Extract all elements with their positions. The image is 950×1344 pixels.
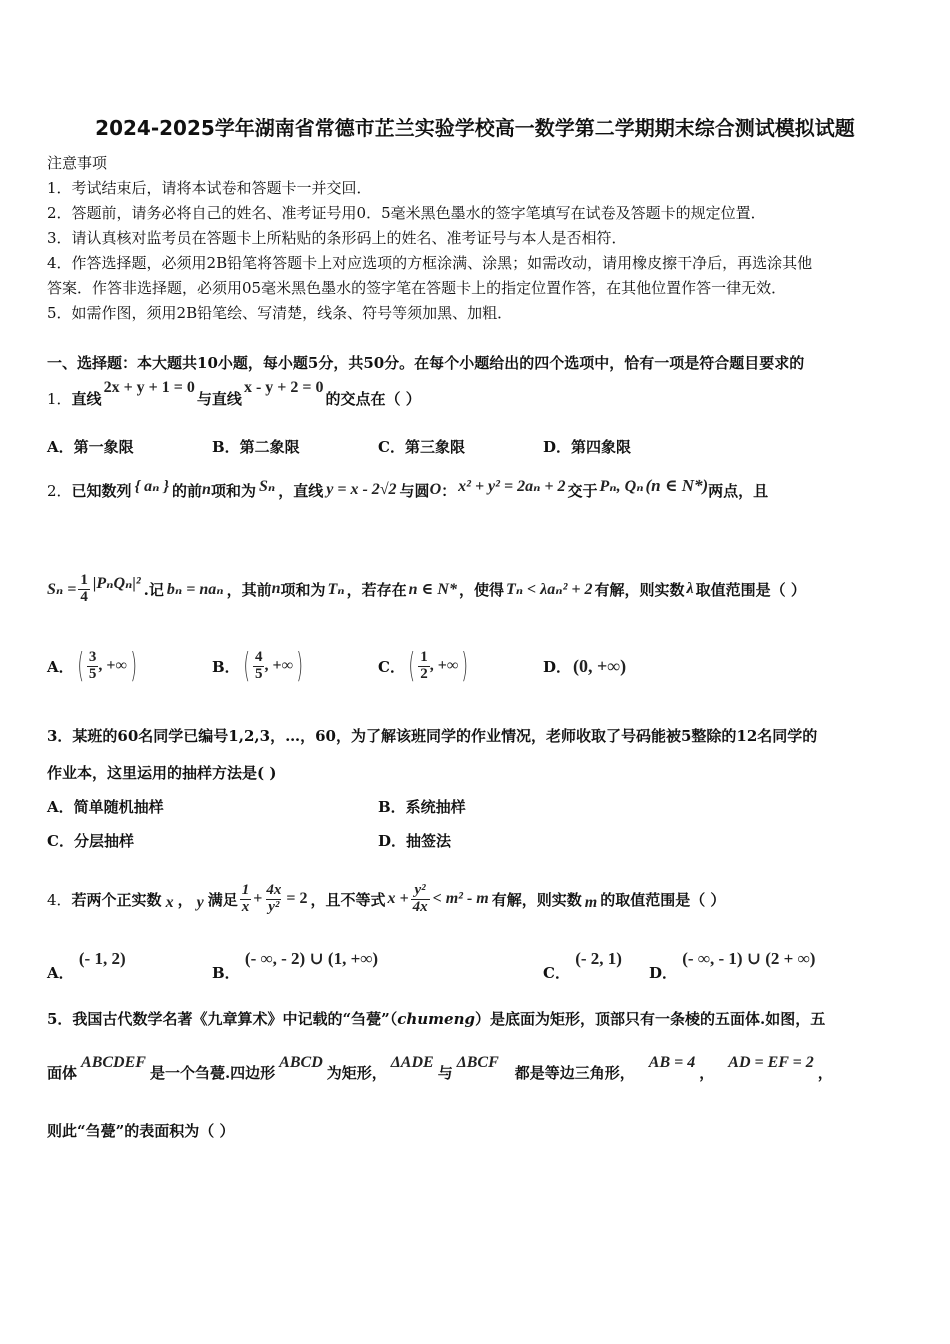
- q4-text-5: 的取值范围是（ ）: [600, 890, 726, 909]
- q2-option-c-numerator: 1: [420, 648, 428, 665]
- q2-condition: (n ∈ N*): [645, 476, 709, 495]
- q2-quarter-fraction: [78, 573, 90, 606]
- q4-fraction-1-denominator: x: [241, 898, 250, 915]
- notice-item-6: 5．如需作图，须用2B铅笔绘、写清楚，线条、符号等须加黑、加粗．: [47, 304, 513, 322]
- q5-l2-a: 面体: [47, 1063, 78, 1082]
- q4-option-b-value: (- ∞, - 2) ∪ (1, +∞): [244, 949, 379, 968]
- q4-fraction-1-numerator: 1: [241, 881, 250, 898]
- q2-var-n: n: [202, 481, 211, 498]
- q4-ineq-left: x +: [387, 890, 409, 907]
- q2-colon: ：: [441, 481, 457, 500]
- q2-option-d-value: (0, +∞): [573, 655, 627, 676]
- q2-l2-text-4: ，若存在: [346, 580, 407, 599]
- q4-option-c-value: (- 2, 1): [575, 949, 622, 968]
- q1-line-eq-1: 2x + y + 1 = 0: [103, 379, 195, 396]
- q2-sequence: { aₙ }: [134, 478, 170, 495]
- q5-ab-length: AB = 4: [648, 1054, 696, 1071]
- q4-text-4: 有解，则实数: [491, 890, 582, 909]
- notice-item-4: 4．作答选择题，必须用2B铅笔将答题卡上对应选项的方框涂满、涂黑；如需改动，请用橡皮擦干净后，再选涂其他: [47, 254, 813, 272]
- q1-number: 1．: [47, 389, 72, 408]
- q2-line-eq: y = x - 2√2: [326, 481, 397, 498]
- q4-fraction-3-numerator: y²: [414, 881, 426, 898]
- q2-sn-label: Sₙ =: [47, 581, 77, 598]
- q2-chord-squared: |PₙQₙ|²: [92, 575, 141, 592]
- notice-item-2: 2．答题前，请务必将自己的姓名、准考证号用0．5毫米黑色墨水的签字笔填写在试卷及答题卡的规定位置．: [47, 204, 766, 222]
- q5-line-1: [47, 1008, 825, 1029]
- q2-l2-n: n: [271, 580, 281, 597]
- q2-points: Pₙ, Qₙ: [599, 478, 644, 495]
- q5-line-1-b: ）是底面为矩形，顶部只有一条棱的五面体.如图，五: [474, 1010, 826, 1028]
- q5-l2-b: 是一个刍甍.四边形: [149, 1063, 276, 1082]
- q4-option-c-label: C．: [543, 964, 570, 982]
- q2-option-b-label: B．: [212, 657, 240, 676]
- q5-l2-g: ，: [817, 1063, 833, 1082]
- q2-option-b: [212, 638, 306, 694]
- q4-var-x: x: [165, 894, 174, 911]
- q3-line-1: 3．某班的60名同学已编号1,2,3，…，60，为了解该班同学的作业情况，老师收取了号码能被5整除的12名同学的: [47, 727, 818, 745]
- q1-option-b: B．第二象限: [212, 438, 300, 456]
- q2-text-6: 交于: [567, 481, 598, 500]
- q2-option-c-fraction: [418, 650, 430, 683]
- q2-option-c-label: C．: [378, 657, 405, 676]
- q2-text-3: 项和为: [210, 481, 256, 500]
- q4-equals: = 2: [286, 890, 308, 907]
- q5-l2-e: 都是等边三角形，: [514, 1063, 635, 1082]
- q2-l2-condition: n ∈ N*: [408, 581, 457, 598]
- q4-option-d-label: D．: [649, 964, 678, 982]
- q4-var-y: y: [196, 894, 204, 911]
- q1-text-2: 与直线: [196, 389, 242, 408]
- q2-text-1: 已知数列: [71, 481, 132, 500]
- q2-option-c-tail: , +∞: [429, 657, 459, 674]
- q4-ineq-right: < m² - m: [432, 890, 489, 907]
- q2-option-c-denominator: 2: [420, 665, 428, 682]
- q2-option-a-close: ): [130, 646, 137, 686]
- notice-item-3: 3．请认真核对监考员在答题卡上所粘贴的条形码上的姓名、准考证号与本人是否相符．: [47, 229, 627, 247]
- section-heading: 一、选择题：本大题共10小题，每小题5分，共50分。在每个小题给出的四个选项中，恰有一项是符合题目要求的: [47, 354, 805, 372]
- q2-option-a: [47, 638, 140, 694]
- q2-option-c: [378, 638, 472, 694]
- q2-option-b-denominator: 5: [254, 665, 263, 682]
- q4-plus: +: [253, 890, 263, 907]
- q4-text-2: 满足: [207, 890, 238, 909]
- q4-text-3: ，且不等式: [310, 890, 386, 909]
- q2-option-c-close: ): [461, 646, 469, 686]
- q1-option-d: D．第四象限: [543, 438, 632, 456]
- q4-option-a-value: (- 1, 2): [78, 949, 126, 968]
- q5-pinyin: chumeng: [397, 1010, 475, 1028]
- q2-l2-text-2: ，其前: [226, 580, 272, 599]
- q5-line-2: [47, 1052, 833, 1092]
- q2-option-a-fraction: [87, 650, 99, 683]
- q5-polyhedron: ABCDEF: [81, 1054, 146, 1071]
- q4-option-a-label: A．: [47, 964, 74, 982]
- q1-option-c: C．第三象限: [378, 438, 465, 456]
- q2-option-a-denominator: 5: [88, 665, 97, 682]
- q4-fraction-3-denominator: 4x: [412, 898, 428, 915]
- q4-option-c: [543, 948, 622, 984]
- q2-text-4: ，直线: [278, 481, 324, 500]
- notice-item-5: 答案．作答非选择题，必须用05毫米黑色墨水的签字笔在答题卡上的指定位置作答，在其他位置作答一律无效．: [47, 279, 787, 297]
- question-1: [47, 378, 421, 418]
- q5-triangle-bcf: ΔBCF: [456, 1054, 499, 1071]
- q2-line-2: [47, 562, 806, 616]
- q2-fraction-denominator: 4: [80, 588, 88, 605]
- q5-l2-c: 为矩形，: [326, 1063, 387, 1082]
- q2-circle-name: O: [429, 481, 442, 498]
- notice-heading: 注意事项: [47, 154, 108, 172]
- q2-option-a-numerator: 3: [88, 648, 97, 665]
- q2-l2-text-3: 项和为: [280, 580, 326, 599]
- q2-lambda: λ: [686, 580, 694, 597]
- q3-option-a: A．简单随机抽样: [47, 798, 164, 816]
- q4-option-d: [649, 948, 815, 984]
- q5-l2-f: ，: [699, 1063, 715, 1082]
- q2-option-a-tail: , +∞: [98, 657, 127, 674]
- q5-triangle-ade: ΔADE: [390, 1054, 434, 1071]
- q4-option-d-value: (- ∞, - 1) ∪ (2 + ∞): [682, 949, 816, 968]
- q4-number: 4．: [47, 890, 72, 909]
- q2-option-b-fraction: [253, 650, 265, 683]
- q4-text-1: 若两个正实数: [71, 890, 162, 909]
- q2-option-b-close: ): [296, 646, 303, 686]
- q2-bn-def: bₙ = naₙ: [166, 581, 224, 598]
- q2-fraction-numerator: 1: [80, 571, 88, 588]
- q2-option-c-open: (: [408, 646, 415, 686]
- notice-item-1: 1．考试结束后，请将本试卷和答题卡一并交回．: [47, 179, 372, 197]
- q5-line-1-a: 5．我国古代数学名著《九章算术》中记载的“刍甍”（: [47, 1010, 398, 1028]
- q3-option-c: C．分层抽样: [47, 832, 134, 850]
- q5-line-3: 则此“刍甍”的表面积为（ ）: [47, 1122, 235, 1140]
- q2-sum: Sₙ: [258, 478, 276, 495]
- q4-comma: ，: [177, 890, 193, 909]
- q2-l2-text-5: ，使得: [458, 580, 504, 599]
- q3-option-b: B．系统抽样: [378, 798, 466, 816]
- q1-text-1: 直线: [71, 389, 102, 408]
- q2-option-b-tail: , +∞: [264, 657, 293, 674]
- q2-tn: Tₙ: [327, 581, 345, 598]
- q2-text-5: 与圆: [399, 481, 430, 500]
- q4-fraction-2-denominator: y²: [268, 898, 280, 915]
- q2-inequality: Tₙ < λaₙ² + 2: [505, 581, 593, 598]
- q1-option-a: A．第一象限: [47, 438, 134, 456]
- q2-text-2: 的前: [172, 481, 203, 500]
- q4-fraction-3: [411, 883, 430, 916]
- q5-l2-d: 与: [437, 1063, 453, 1082]
- q2-circle-eq: x² + y² = 2aₙ + 2: [458, 478, 566, 495]
- q3-option-d: D．抽签法: [378, 832, 452, 850]
- q2-number: 2．: [47, 481, 72, 500]
- q1-text-3: 的交点在（ ）: [325, 389, 421, 408]
- q4-option-b-label: B．: [212, 964, 240, 982]
- q4-option-a: [47, 948, 126, 984]
- q4-fraction-2: [264, 883, 283, 916]
- q5-quadrilateral: ABCD: [279, 1054, 323, 1071]
- q2-option-d: [543, 638, 626, 694]
- q5-ad-ef-length: AD = EF = 2: [728, 1054, 814, 1071]
- q4-fraction-1: [240, 883, 252, 916]
- q2-l2-text-1: .记: [143, 580, 164, 599]
- page-title: 2024-2025学年湖南省常德市芷兰实验学校高一数学第二学期期末综合测试模拟试题: [95, 116, 855, 140]
- q2-l2-text-7: 取值范围是（ ）: [695, 580, 806, 599]
- question-2: [47, 470, 768, 510]
- q2-text-7: 两点，且: [708, 481, 769, 500]
- q2-option-b-open: (: [243, 646, 250, 686]
- q4-fraction-2-numerator: 4x: [266, 881, 282, 898]
- q4-option-b: [212, 948, 378, 984]
- q2-option-d-label: D．: [543, 657, 572, 676]
- q4-var-m: m: [584, 894, 598, 911]
- q2-option-a-label: A．: [47, 657, 74, 676]
- q1-line-eq-2: x - y + 2 = 0: [243, 379, 324, 396]
- q2-option-a-open: (: [76, 646, 84, 686]
- q3-line-2: 作业本，这里运用的抽样方法是( ): [47, 764, 277, 782]
- q2-l2-text-6: 有解，则实数: [594, 580, 685, 599]
- question-4: [47, 864, 725, 934]
- q2-option-b-numerator: 4: [254, 648, 263, 665]
